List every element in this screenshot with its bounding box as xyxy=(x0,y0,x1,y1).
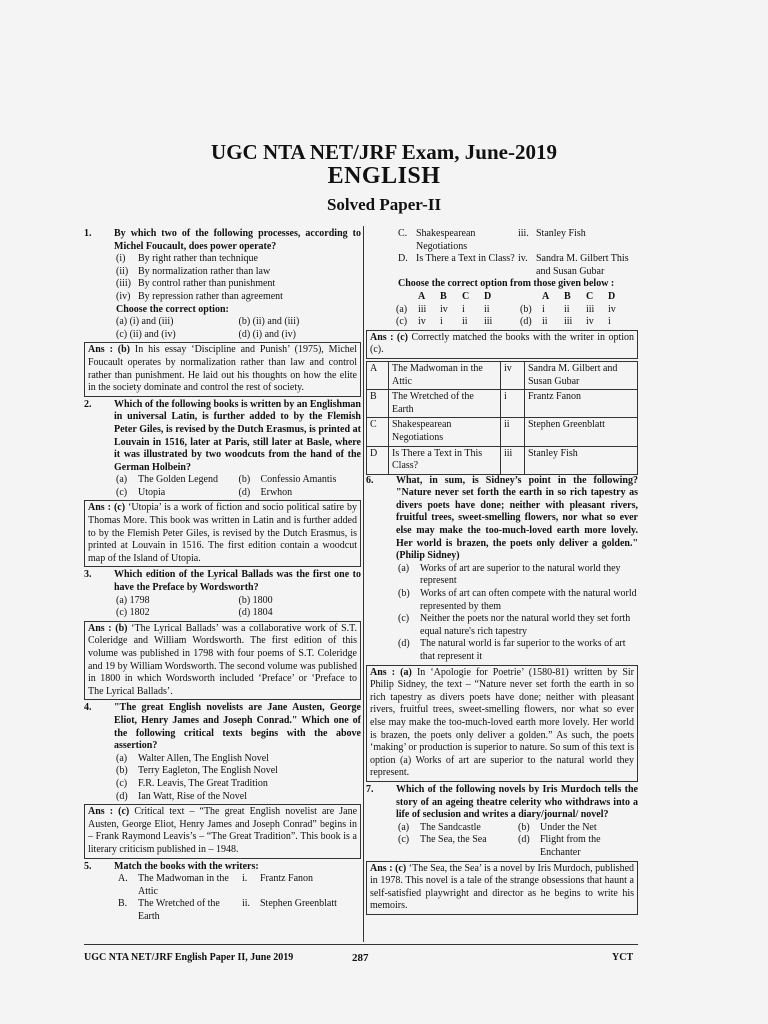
code-label: (d) xyxy=(520,316,532,328)
option-text: Confessio Amantis xyxy=(260,474,337,486)
answer-box xyxy=(366,330,638,359)
code-value: ii xyxy=(484,303,490,315)
question-text: By which two of the following processes, according to Michel Foucault, does power operate? xyxy=(114,228,361,252)
code-label: (c) xyxy=(396,316,408,328)
list-numeral: ii. xyxy=(242,898,251,910)
list-book: The Wretched of the Earth xyxy=(138,898,220,922)
table-cell: iii xyxy=(501,446,525,474)
choice-row xyxy=(84,316,361,329)
option-text: By normalization rather than law xyxy=(138,265,271,277)
table-cell: i xyxy=(501,390,525,418)
question-text: What, in sum, is Sidney’s point in the following? "Nature never set forth the earth in so rich tapestry as divers poets have done; neither with pleasant rivers, fruitful trees, sweet-smelling flowers, nor what so ever else may make the too-much-loved earth more lovely. Her world is brazen, the poets only deliver a golden." (Philip Sidney) xyxy=(396,474,638,562)
list-numeral: iv. xyxy=(518,253,528,265)
option-label: (i) xyxy=(116,253,126,265)
table-row xyxy=(367,361,638,389)
exam-title: UGC NTA NET/JRF Exam, June-2019 xyxy=(211,140,557,164)
subject-title: ENGLISH xyxy=(327,163,441,189)
code-value: i xyxy=(462,303,465,315)
choose-instruction: Choose the correct option: xyxy=(116,303,229,315)
answer-text: ‘The Lyrical Ballads’ was a collaborative work of S.T. Coleridge and William Wordsworth. The first edition of this volume was published in 1798 with four poems of S.T. Coleridge and 19 by William Wordsworth. The second volume was published in 1800 in which Wordsworth included ‘Preface’ or ‘Preface to The Lyrical Ballads’. xyxy=(88,622,357,697)
list-numeral: iii. xyxy=(518,228,529,239)
code-label: (a) xyxy=(396,303,408,315)
list-letter: A. xyxy=(118,873,128,885)
code-head: C xyxy=(462,290,470,302)
answer-label: Ans : (b) xyxy=(88,622,128,634)
answer-label: Ans : (c) xyxy=(370,862,407,874)
code-value: i xyxy=(542,303,545,315)
question-2 xyxy=(84,399,361,475)
publisher-mark: YCT xyxy=(612,952,634,963)
option-label: (a) xyxy=(116,752,128,764)
code-value: i xyxy=(440,316,443,328)
table-cell: D xyxy=(367,446,389,474)
code-value: iii xyxy=(484,316,493,328)
question-7 xyxy=(366,784,638,822)
table-row xyxy=(367,418,638,446)
option-text: By repression rather than agreement xyxy=(138,290,283,302)
answer-box xyxy=(84,500,361,567)
code-value: i xyxy=(608,316,611,328)
option-label: (a) xyxy=(116,474,128,486)
code-head: D xyxy=(608,290,616,302)
option-text: Works of art can often compete with the natural world represented by them xyxy=(420,588,637,612)
choice xyxy=(239,487,362,500)
list-writer: Sandra M. Gilbert This and Susan Gubar xyxy=(536,253,629,277)
answer-box xyxy=(84,342,361,396)
choice: (b) (ii) and (iii) xyxy=(238,316,300,328)
list-book: The Madwoman in the Attic xyxy=(138,873,229,897)
question-1 xyxy=(84,228,361,253)
table-cell: Stanley Fish xyxy=(525,446,638,474)
left-column xyxy=(84,228,361,923)
choice: (c) (ii) and (iv) xyxy=(116,328,176,340)
code-value: ii xyxy=(542,316,548,328)
table-cell: A xyxy=(367,361,389,389)
question-number: 6. xyxy=(366,474,374,486)
choice: (b) 1800 xyxy=(238,594,273,606)
choice xyxy=(398,834,518,859)
code-value: iii xyxy=(564,316,573,328)
right-column xyxy=(366,228,638,917)
question-number: 5. xyxy=(84,860,92,872)
option xyxy=(366,563,638,588)
option-label: (iv) xyxy=(116,290,131,302)
code-head: A xyxy=(542,290,550,302)
table-cell: Stephen Greenblatt xyxy=(525,418,638,446)
answer-label: Ans : (a) xyxy=(370,666,412,678)
option-label: (b) xyxy=(116,765,128,777)
option-text: The Sandcastle xyxy=(420,821,481,833)
question-text: Which edition of the Lyrical Ballads was the first one to have the Preface by Wordsworth? xyxy=(114,569,361,594)
option-label: (c) xyxy=(116,777,128,789)
option-label: (a) xyxy=(398,562,410,574)
table-cell: B xyxy=(367,390,389,418)
option-text: By right rather than technique xyxy=(138,253,258,265)
option-text: Terry Eagleton, The English Novel xyxy=(138,765,278,777)
choice: (a) 1798 xyxy=(116,594,150,606)
list-writer: Stanley Fish xyxy=(536,228,586,239)
answer-text: Critical text – “The great English novelist are Jane Austen, George Eliot, Henry James and Joseph Conrad” begins in – Frank Raymond Leavis’s – “The Great Tradition”. This book is a literary criticism published in – 1948. xyxy=(88,806,358,855)
paper-title: Solved Paper-II xyxy=(326,195,442,214)
list-writer: Frantz Fanon xyxy=(260,873,314,885)
option-text: The Sea, the Sea xyxy=(420,834,487,846)
option-text: Ian Watt, Rise of the Novel xyxy=(138,790,247,802)
footer-rule xyxy=(84,944,638,945)
choice-row xyxy=(84,595,361,608)
code-value: iv xyxy=(440,303,448,315)
choose-instruction: Choose the correct option from those given below : xyxy=(398,278,615,290)
choice-row xyxy=(84,487,361,500)
answer-box xyxy=(366,665,638,782)
list-letter: D. xyxy=(398,253,408,265)
answer-label: Ans : (c) xyxy=(88,502,126,514)
code-value: iv xyxy=(608,303,616,315)
option-text: The natural world is far superior to the works of art that represent it xyxy=(420,638,626,662)
option xyxy=(84,291,361,304)
code-value: iv xyxy=(586,316,594,328)
code-value: ii xyxy=(462,316,468,328)
choice xyxy=(239,474,362,487)
option-label: (d) xyxy=(238,486,251,498)
table-cell: Sandra M. Gilbert and Susan Gubar xyxy=(525,361,638,389)
code-value: iii xyxy=(586,303,595,315)
table-cell: Shakespearean Negotiations xyxy=(389,418,501,446)
option xyxy=(84,266,361,279)
code-head: C xyxy=(586,290,594,302)
choice xyxy=(518,834,638,859)
answer-label: Ans : (b) xyxy=(88,344,131,356)
code-head: A xyxy=(418,290,426,302)
question-4 xyxy=(84,702,361,752)
option-label: (c) xyxy=(398,834,410,846)
option xyxy=(366,588,638,613)
list-book: Shakespearean Negotiations xyxy=(416,228,476,252)
question-number: 1. xyxy=(84,228,92,239)
option-text: F.R. Leavis, The Great Tradition xyxy=(138,777,268,789)
answer-label: Ans : (c) xyxy=(370,331,409,343)
answer-text: ‘Utopia’ is a work of fiction and socio political satire by Thomas More. This book was written in Latin and is further added to by the Flemish Peter Giles, is revised by the Dutch Erasmus, is printed at Louvain in 1516. The first edition contain a woodcut map of the Island of Utopia. xyxy=(88,502,358,564)
choice-row xyxy=(366,822,638,835)
table-cell: Is There a Text in This Class? xyxy=(389,446,501,474)
option-text: Erwhon xyxy=(260,486,293,498)
question-number: 2. xyxy=(84,398,92,410)
code-head: D xyxy=(484,290,492,302)
answer-text: Correctly matched the books with the writer in option (c). xyxy=(370,331,635,356)
option-label: (b) xyxy=(398,588,410,600)
codes-row xyxy=(366,304,638,317)
table-cell: The Madwoman in the Attic xyxy=(389,361,501,389)
question-5 xyxy=(84,861,361,874)
option-label: (d) xyxy=(398,638,410,650)
option-label: (d) xyxy=(518,834,530,846)
choice-row xyxy=(84,474,361,487)
answer-box xyxy=(84,621,361,701)
option-label: (a) xyxy=(398,821,410,833)
codes-header xyxy=(366,291,638,304)
choice: (c) 1802 xyxy=(116,607,150,619)
option-text: Works of art are superior to the natural world they represent xyxy=(420,562,621,587)
question-text: Which of the following novels by Iris Murdoch tells the story of an ageing theatre celerity who withdraws into a life of seclusion and writes a diary/journal/ novel? xyxy=(396,783,638,821)
answer-label: Ans : (c) xyxy=(88,806,130,818)
option xyxy=(84,753,361,766)
choice: (d) (i) and (iv) xyxy=(238,328,296,340)
code-head: B xyxy=(440,290,447,302)
option-label: (c) xyxy=(116,486,128,498)
option-label: (ii) xyxy=(116,265,129,277)
option-label: (b) xyxy=(518,821,530,833)
question-number: 3. xyxy=(84,569,92,581)
table-row xyxy=(367,390,638,418)
match-list-left xyxy=(84,873,361,923)
choice xyxy=(116,474,239,487)
list-writer: Stephen Greenblatt xyxy=(260,898,337,910)
option-text: Utopia xyxy=(138,486,166,498)
answer-text: In ‘Apologie for Poetrie’ (1580-81) written by Sir Philip Sidney, the text – “Nature never set forth the earth in so rich tapestry as divers poets have done; neither with pleasant rivers, fruitful trees, sweet-smelling flowers, nor what so ever else may make the too-much-loved earth more lovely. Her world is brazen, the poets only deliver a golden.” As such, the poets ‘making’ or production is superior to nature. So sum of this text is option (a) Works of art are superior to the natural world they represent. xyxy=(370,666,634,779)
code-label: (b) xyxy=(520,303,532,315)
option xyxy=(84,791,361,804)
question-text: "The great English novelists are Jane Austen, George Eliot, Henry James and Joseph Conrad." Which one of the following critical texts begins with the above assertion? xyxy=(114,702,361,752)
question-6 xyxy=(366,475,638,563)
list-letter: C. xyxy=(398,228,408,239)
question-number: 7. xyxy=(366,783,374,795)
choice-row xyxy=(84,329,361,342)
table-cell: iv xyxy=(501,361,525,389)
choice xyxy=(116,487,239,500)
option-text: Flight from the Enchanter xyxy=(540,834,601,858)
choice xyxy=(518,822,638,835)
code-value: iv xyxy=(418,316,426,328)
column-divider xyxy=(363,226,364,942)
choice: (d) 1804 xyxy=(238,607,273,619)
option-text: By control rather than punishment xyxy=(138,278,276,290)
table-cell: C xyxy=(367,418,389,446)
option-label: (d) xyxy=(116,790,128,802)
match-list-right xyxy=(366,228,638,278)
choice-row xyxy=(366,834,638,859)
option-text: Under the Net xyxy=(540,821,597,833)
question-number: 4. xyxy=(84,702,92,714)
list-book: Is There a Text in Class? xyxy=(416,253,515,265)
match-answer-table xyxy=(366,361,638,475)
question-3 xyxy=(84,569,361,594)
option-text: Neither the poets nor the natural world they set forth equal nature's rich tapestry xyxy=(420,613,631,637)
answer-box xyxy=(366,861,638,915)
option-text: Walter Allen, The English Novel xyxy=(138,752,269,764)
option-label: (iii) xyxy=(116,278,131,290)
option-text: The Golden Legend xyxy=(138,474,218,486)
list-letter: B. xyxy=(118,898,128,910)
table-cell: The Wretched of the Earth xyxy=(389,390,501,418)
option xyxy=(366,638,638,663)
code-value: ii xyxy=(564,303,570,315)
question-text: Match the books with the writers: xyxy=(114,860,259,872)
answer-box xyxy=(84,804,361,858)
table-row xyxy=(367,446,638,474)
answer-text: ‘The Sea, the Sea’ is a novel by Iris Murdoch, published in 1978. This novel is a tale of the strange obsessions that haunt a self-satisfied playwright and director as he begins to write his memoirs. xyxy=(370,862,635,912)
list-numeral: i. xyxy=(242,873,248,885)
question-text: Which of the following books is written by an Englishman in universal Latin, is further added to by the Flemish Peter Giles, is revised by the Dutch Erasmus, is printed at Louvain in 1516, later at Paris, still later at Basle, where it was illustrated by two woodcuts from the hand of the German Holbein? xyxy=(114,398,361,473)
option xyxy=(84,253,361,266)
choice xyxy=(398,822,518,835)
option xyxy=(84,278,361,291)
option-label: (b) xyxy=(238,474,251,486)
table-cell: ii xyxy=(501,418,525,446)
footer-title: UGC NTA NET/JRF English Paper II, June 2019 xyxy=(84,952,294,963)
code-head: B xyxy=(564,290,571,302)
option xyxy=(366,613,638,638)
option-label: (c) xyxy=(398,613,410,625)
page-number: 287 xyxy=(352,952,369,964)
table-cell: Frantz Fanon xyxy=(525,390,638,418)
choice-row xyxy=(84,607,361,620)
answer-text: In his essay ‘Discipline and Punish’ (1975), Michel Foucault operates by normalization rather than law and control rather than punishment. He laid out his thoughts on how the elite in the society dominate and control the rest of society. xyxy=(88,344,358,394)
choice: (a) (i) and (iii) xyxy=(116,316,174,328)
code-value: iii xyxy=(418,303,427,315)
option xyxy=(84,765,361,778)
codes-row xyxy=(366,316,638,329)
option xyxy=(84,778,361,791)
